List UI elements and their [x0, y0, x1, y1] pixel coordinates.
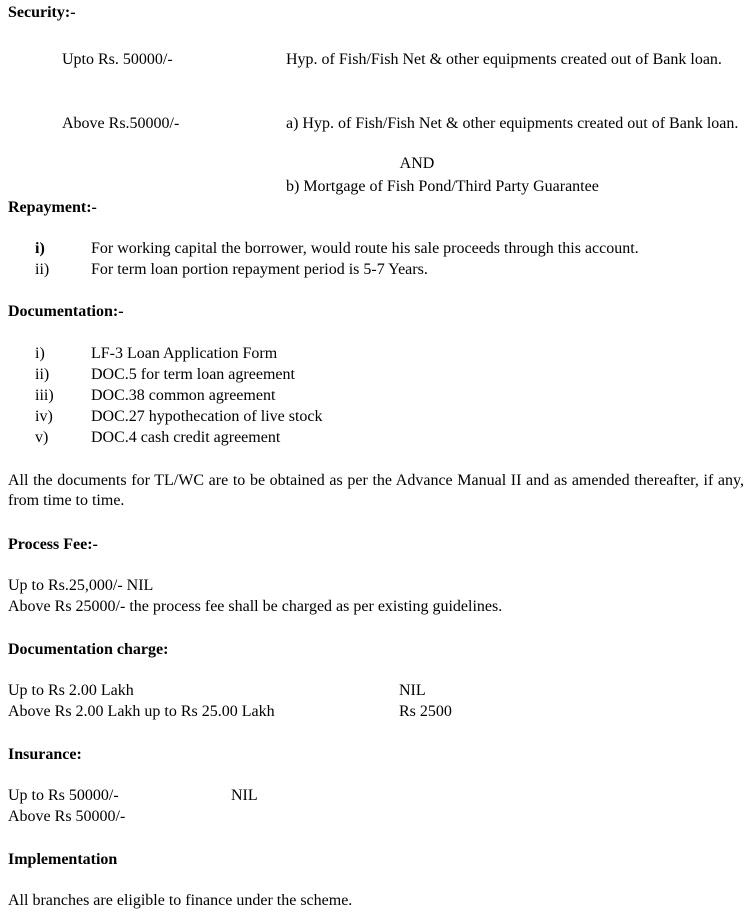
- doc-item-3: DOC.38 common agreement: [91, 387, 276, 404]
- insurance-range-1: Up to Rs 50000/-: [8, 787, 119, 804]
- security-text-2b: b) Mortgage of Fish Pond/Third Party Guarantee: [286, 178, 599, 195]
- repayment-item-1: For working capital the borrower, would route his sale proceeds through this account.: [91, 240, 639, 257]
- doc-item-5: DOC.4 cash credit agreement: [91, 429, 281, 446]
- repayment-item-2: For term loan portion repayment period is 5-7 Years.: [91, 261, 428, 278]
- process-fee-heading: Process Fee:-: [8, 536, 98, 553]
- repayment-num-1: i): [35, 240, 45, 257]
- repayment-heading: Repayment:-: [8, 199, 97, 216]
- doc-charge-range-1: Up to Rs 2.00 Lakh: [8, 682, 134, 699]
- security-limit-1: Upto Rs. 50000/-: [62, 51, 173, 68]
- process-fee-line-1: Up to Rs.25,000/- NIL: [8, 577, 154, 594]
- insurance-range-2: Above Rs 50000/-: [8, 808, 126, 825]
- doc-num-1: i): [35, 345, 45, 362]
- doc-num-4: iv): [35, 408, 53, 425]
- doc-item-2: DOC.5 for term loan agreement: [91, 366, 295, 383]
- doc-num-2: ii): [35, 366, 50, 383]
- doc-item-4: DOC.27 hypothecation of live stock: [91, 408, 323, 425]
- doc-num-5: v): [35, 429, 49, 446]
- doc-charge-value-1: NIL: [399, 682, 426, 699]
- security-limit-2: Above Rs.50000/-: [62, 115, 180, 132]
- process-fee-line-2: Above Rs 25000/- the process fee shall be charged as per existing guidelines.: [8, 598, 503, 615]
- security-and: AND: [399, 155, 435, 172]
- insurance-heading: Insurance:: [8, 746, 82, 763]
- documentation-charge-heading: Documentation charge:: [8, 641, 169, 658]
- security-text-2a: a) Hyp. of Fish/Fish Net & other equipments created out of Bank loan.: [286, 115, 739, 132]
- doc-num-3: iii): [35, 387, 54, 404]
- documentation-heading: Documentation:-: [8, 303, 124, 320]
- documentation-note: All the documents for TL/WC are to be obtained as per the Advance Manual II and as amended thereafter, if any, from time to time.: [8, 472, 744, 509]
- repayment-num-2: ii): [35, 261, 50, 278]
- security-text-1: Hyp. of Fish/Fish Net & other equipments created out of Bank loan.: [286, 51, 722, 68]
- security-heading: Security:-: [8, 4, 76, 21]
- doc-charge-value-2: Rs 2500: [399, 703, 452, 720]
- insurance-value-1: NIL: [231, 787, 258, 804]
- doc-item-1: LF-3 Loan Application Form: [91, 345, 278, 362]
- implementation-text: All branches are eligible to finance under the scheme.: [8, 892, 353, 909]
- doc-charge-range-2: Above Rs 2.00 Lakh up to Rs 25.00 Lakh: [8, 703, 275, 720]
- implementation-heading: Implementation: [8, 851, 118, 868]
